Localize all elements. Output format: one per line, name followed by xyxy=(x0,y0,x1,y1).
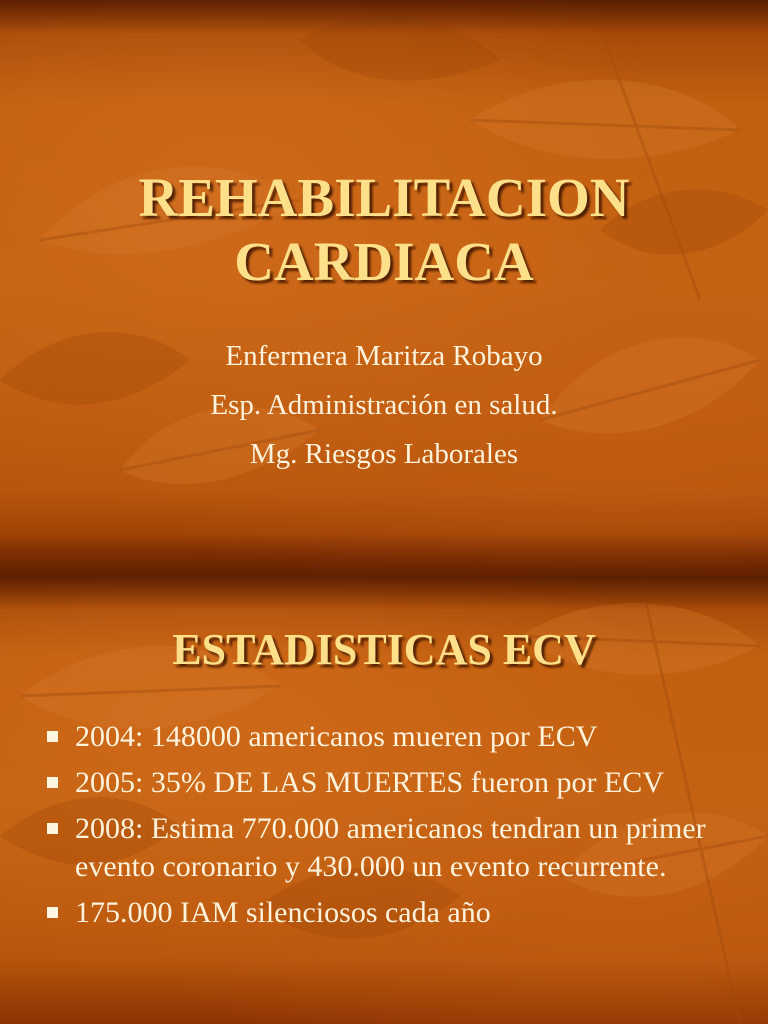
list-item xyxy=(44,810,724,886)
list-item xyxy=(44,718,724,756)
square-bullet-icon xyxy=(47,907,58,918)
slide-title-heading xyxy=(0,166,768,294)
list-item-text: 2005: 35% DE LAS MUERTES fueron por ECV xyxy=(75,766,664,799)
square-bullet-icon xyxy=(47,731,58,742)
statistics-list xyxy=(44,718,724,940)
title-line-1: REHABILITACION xyxy=(138,167,630,228)
presenter-name: Enfermera Maritza Robayo xyxy=(225,340,543,372)
slide-statistics xyxy=(0,576,768,1024)
slide-bottom-shade xyxy=(0,532,768,576)
title-line-2: CARDIACA xyxy=(234,231,534,292)
list-item-text: 2008: Estima 770.000 americanos tendran un primer evento coronario y 430.000 un evento recurrente. xyxy=(75,812,706,883)
square-bullet-icon xyxy=(47,777,58,788)
statistics-heading: ESTADISTICAS ECV xyxy=(172,625,596,674)
list-item-text: 175.000 IAM silenciosos cada año xyxy=(75,896,491,929)
presenter-degree: Mg. Riesgos Laborales xyxy=(249,438,519,470)
slide-top-shade xyxy=(0,576,768,610)
presenter-info xyxy=(0,332,768,479)
slide-top-shade xyxy=(0,0,768,34)
list-item xyxy=(44,894,724,932)
presenter-specialization: Esp. Administración en salud. xyxy=(210,389,558,421)
square-bullet-icon xyxy=(47,823,58,834)
list-item-text: 2004: 148000 americanos mueren por ECV xyxy=(75,720,598,753)
list-item xyxy=(44,764,724,802)
